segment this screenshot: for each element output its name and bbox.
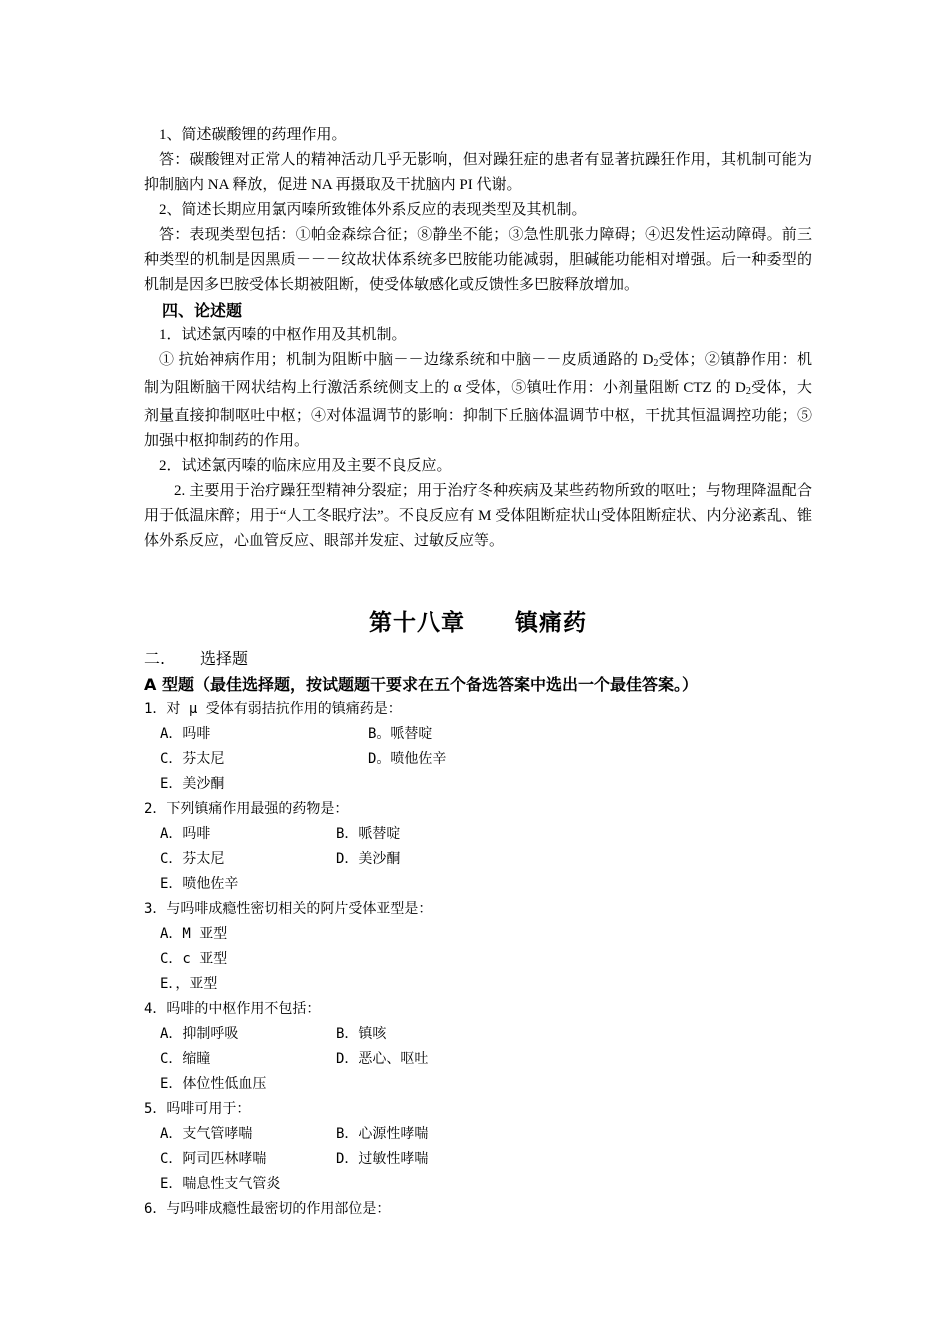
question-item [144, 697, 812, 797]
question-stem: 4．吗啡的中枢作用不包括： [144, 1001, 321, 1017]
option-row [144, 1172, 812, 1197]
option-row [144, 1122, 812, 1147]
question-stem: 3．与吗啡成瘾性密切相关的阿片受体亚型是： [144, 901, 433, 917]
answer-option: C．芬太尼 [160, 851, 225, 867]
option-row [144, 1022, 812, 1047]
option-row [144, 822, 812, 847]
question-stem: 1．对 μ 受体有弱拮抗作用的镇痛药是： [144, 701, 402, 717]
question-stem: 6．与吗啡成瘾性最密切的作用部位是： [144, 1201, 391, 1217]
answer-option: C．c 亚型 [160, 951, 228, 967]
answer-option: B。哌替啶 [368, 726, 433, 742]
answer-option: A．抑制呼吸 [160, 1026, 239, 1042]
short-answer-section [144, 123, 812, 554]
question-text: 1、简述碳酸锂的药理作用。 [159, 127, 347, 143]
question-text: 1．试述氯丙嗪的中枢作用及其机制。 [159, 327, 407, 343]
subscript: 2 [745, 386, 751, 397]
answer-option: A．吗啡 [160, 826, 211, 842]
option-row [144, 772, 812, 797]
option-row [144, 947, 812, 972]
option-row [144, 722, 812, 747]
question-item [144, 997, 812, 1097]
option-row [144, 922, 812, 947]
answer-option: B．心源性哮喘 [336, 1126, 429, 1142]
question-item [144, 897, 812, 997]
answer-option: E．喷他佐辛 [160, 876, 239, 892]
answer-text: 答：碳酸锂对正常人的精神活动几乎无影响，但对躁狂症的患者有显著抗躁狂作用，其机制可能为抑制脑内 NA 释放，促进 NA 再摄取及干扰脑内 PI 代谢。 [144, 152, 812, 193]
section-heading: 四、论述题 [162, 301, 243, 320]
option-row [144, 1072, 812, 1097]
subsection-heading [144, 646, 812, 672]
answer-text: 答：表现类型包括：①帕金森综合征；⑧静坐不能；③急性肌张力障碍；④迟发性运动障碍。前三种类型的机制是因黑质－－－纹故状体系统多巴胺能功能减弱，胆碱能功能相对增强。后一种委型的机制是因多巴胺受体长期被阻断，使受体敏感化或反馈性多巴胺释放增加。 [144, 227, 812, 293]
answer-option: E．美沙酮 [160, 776, 225, 792]
answer-option: E．体位性低血压 [160, 1076, 267, 1092]
chapter-name: 镇痛药 [515, 610, 587, 636]
question-stem: 2．下列镇痛作用最强的药物是： [144, 801, 349, 817]
answer-option: E．，亚型 [160, 976, 218, 992]
chapter-number: 第十八章 [369, 610, 465, 636]
question-text: 2．试述氯丙嗪的临床应用及主要不良反应。 [159, 458, 452, 474]
subsection-number: 二. [144, 649, 166, 668]
question-type-heading: A 型题（最佳选择题，按试题题干要求在五个备选答案中选出一个最佳答案。） [144, 675, 698, 694]
answer-option: C．阿司匹林哮喘 [160, 1151, 267, 1167]
answer-option: D．美沙酮 [336, 851, 401, 867]
question-stem: 5．吗啡可用于： [144, 1101, 251, 1117]
chapter-title [144, 604, 812, 637]
answer-option: D。喷他佐辛 [368, 751, 447, 767]
answer-option: C．芬太尼 [160, 751, 225, 767]
subscript: 2 [653, 358, 659, 369]
multiple-choice-section [144, 646, 812, 1222]
answer-part: 受体，大剂量直接抑制呕吐中枢；④对体温调节的影响：抑制下丘脑体温调节中枢，干扰其恒温调控功能；⑤加强中枢抑制药的作用。 [144, 380, 812, 449]
question-item [144, 1097, 812, 1197]
answer-text: 2. 主要用于治疗躁狂型精神分裂症；用于治疗冬种疾病及某些药物所致的呕吐；与物理降温配合用于低温床醉；用于“人工冬眠疗法”。不良反应有 M 受体阻断症状山受体阻断症状、内分泌紊乱、锥体外系反应，心血管反应、眼部并发症、过敏反应等。 [144, 483, 812, 549]
option-row [144, 972, 812, 997]
question-item [144, 1197, 812, 1222]
answer-text [144, 348, 812, 454]
answer-option: B．哌替啶 [336, 826, 401, 842]
option-row [144, 1047, 812, 1072]
answer-option: B．镇咳 [336, 1026, 387, 1042]
answer-option: D．恶心、呕吐 [336, 1051, 429, 1067]
option-row [144, 847, 812, 872]
answer-option: C．缩瞳 [160, 1051, 211, 1067]
answer-option: D．过敏性哮喘 [336, 1151, 429, 1167]
question-item [144, 797, 812, 897]
question-list [144, 697, 812, 1222]
question-text: 2、简述长期应用氯丙嗪所致锥体外系反应的表现类型及其机制。 [159, 202, 587, 218]
answer-option: A．M 亚型 [160, 926, 228, 942]
answer-option: E．喘息性支气管炎 [160, 1176, 281, 1192]
answer-part: 受体；②镇静作用：机制为阻断脑干网状结构上行激活系统侧支上的 α 受体，⑤镇吐作用：小剂量阻断 CTZ 的 D [144, 352, 812, 396]
option-row [144, 1147, 812, 1172]
answer-part: ① 抗始神病作用；机制为阻断中脑－－边缘系统和中脑－－皮质通路的 D [159, 352, 654, 368]
subsection-label: 选择题 [200, 649, 249, 668]
option-row [144, 872, 812, 897]
answer-option: A．吗啡 [160, 726, 211, 742]
answer-option: A．支气管哮喘 [160, 1126, 253, 1142]
option-row [144, 747, 812, 772]
